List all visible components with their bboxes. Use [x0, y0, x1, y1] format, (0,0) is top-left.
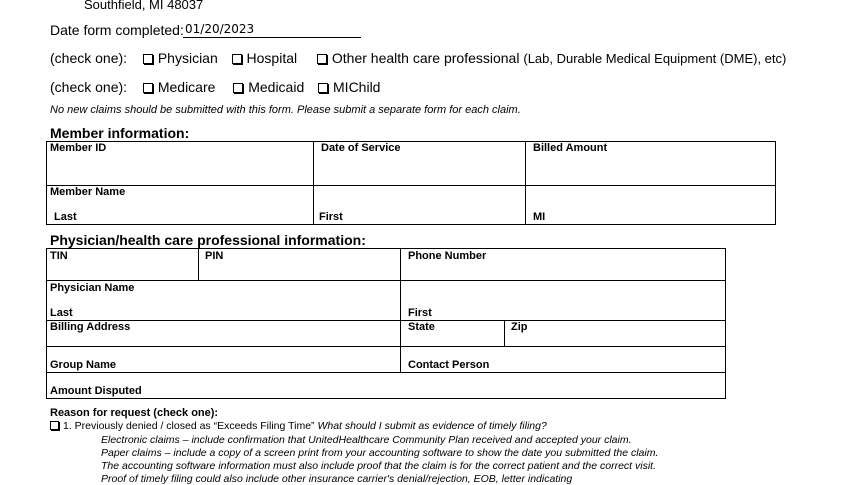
checkbox-icon	[143, 83, 153, 93]
check-one-label: (check one):	[50, 50, 128, 66]
first-name-label: First	[319, 211, 343, 223]
date-label: Date form completed:	[50, 22, 184, 38]
option-medicaid-label: Medicaid	[248, 79, 305, 95]
reason-item-1[interactable]	[50, 420, 547, 432]
tin-label: TIN	[50, 250, 68, 262]
notice-text: No new claims should be submitted with this form. Please submit a separate form for each claim.	[50, 104, 521, 116]
physician-last-label: Last	[50, 307, 73, 319]
phone-number-label: Phone Number	[408, 250, 487, 262]
group-name-field[interactable]	[46, 346, 401, 373]
physician-name-label: Physician Name	[50, 282, 135, 294]
checkbox-icon	[318, 83, 328, 93]
mi-label: MI	[533, 211, 546, 223]
amount-disputed-label: Amount Disputed	[50, 385, 142, 397]
billed-amount-field[interactable]	[525, 141, 776, 186]
option-hospital-label: Hospital	[246, 50, 298, 66]
physician-first-label: First	[408, 307, 432, 319]
physician-first-name-field[interactable]	[400, 280, 726, 321]
state-label: State	[408, 321, 435, 333]
date-field[interactable]	[183, 22, 361, 38]
pin-label: PIN	[205, 250, 224, 262]
checkbox-physician[interactable]	[143, 50, 218, 66]
member-id-label: Member ID	[50, 142, 107, 154]
checkbox-michild[interactable]	[318, 79, 380, 95]
check-row-1	[50, 50, 786, 66]
check-one-label: (check one):	[50, 79, 128, 95]
check-row-2	[50, 79, 380, 95]
date-value: 01/20/2023	[185, 22, 255, 36]
date-of-service-field[interactable]	[313, 141, 526, 186]
amount-disputed-field[interactable]	[46, 372, 726, 399]
checkbox-icon	[317, 54, 327, 64]
reason-heading: Reason for request (check one):	[50, 407, 219, 419]
member-mi-field[interactable]	[525, 185, 776, 225]
reason-accounting-software: The accounting software information must also include proof that the claim is for the correct patient and the correct visit.	[101, 460, 657, 472]
phone-number-field[interactable]	[400, 248, 726, 281]
checkbox-icon	[233, 83, 243, 93]
physician-last-name-field[interactable]	[46, 280, 401, 321]
checkbox-other-professional[interactable]	[317, 50, 520, 66]
physician-info-heading: Physician/health care professional information:	[50, 232, 366, 248]
billed-amount-label: Billed Amount	[533, 142, 608, 154]
member-first-name-field[interactable]	[313, 185, 526, 225]
checkbox-icon	[50, 421, 59, 430]
contact-person-label: Contact Person	[408, 359, 490, 371]
contact-person-field[interactable]	[400, 346, 726, 373]
member-info-heading: Member information:	[50, 125, 190, 141]
reason-electronic-claims: Electronic claims – include confirmation that UnitedHealthcare Community Plan received and accepted your claim.	[101, 434, 632, 446]
member-name-label: Member Name	[50, 186, 126, 198]
zip-field[interactable]	[504, 320, 726, 347]
option-michild-label: MIChild	[333, 79, 381, 95]
checkbox-icon	[143, 54, 153, 64]
address-line: Southfield, MI 48037	[84, 0, 204, 12]
date-of-service-label: Date of Service	[321, 142, 401, 154]
reason-item-1-question: What should I submit as evidence of timely filing?	[317, 420, 547, 432]
billing-address-field[interactable]	[46, 320, 401, 347]
group-name-label: Group Name	[50, 359, 117, 371]
billing-address-label: Billing Address	[50, 321, 131, 333]
other-note: (Lab, Durable Medical Equipment (DME), etc)	[523, 51, 787, 66]
checkbox-medicare[interactable]	[143, 79, 216, 95]
option-physician-label: Physician	[157, 50, 218, 66]
member-last-name-field[interactable]	[46, 185, 314, 225]
reason-paper-claims: Paper claims – include a copy of a screen print from your accounting software to show the date you submitted the claim.	[101, 447, 659, 459]
checkbox-icon	[232, 54, 242, 64]
last-name-label: Last	[54, 211, 77, 223]
tin-field[interactable]	[46, 248, 199, 281]
reason-proof-timely-filing: Proof of timely filing could also include other insurance carrier's denial/rejection, EOB, letter indicating	[101, 473, 573, 485]
option-medicare-label: Medicare	[157, 79, 216, 95]
state-field[interactable]	[400, 320, 505, 347]
checkbox-hospital[interactable]	[232, 50, 298, 66]
reason-item-1-label: 1. Previously denied / closed as “Exceeds Filing Time”	[63, 420, 315, 432]
member-id-field[interactable]	[46, 141, 314, 186]
checkbox-medicaid[interactable]	[233, 79, 304, 95]
option-other-label: Other health care professional	[331, 50, 520, 66]
pin-field[interactable]	[198, 248, 401, 281]
zip-label: Zip	[511, 321, 528, 333]
